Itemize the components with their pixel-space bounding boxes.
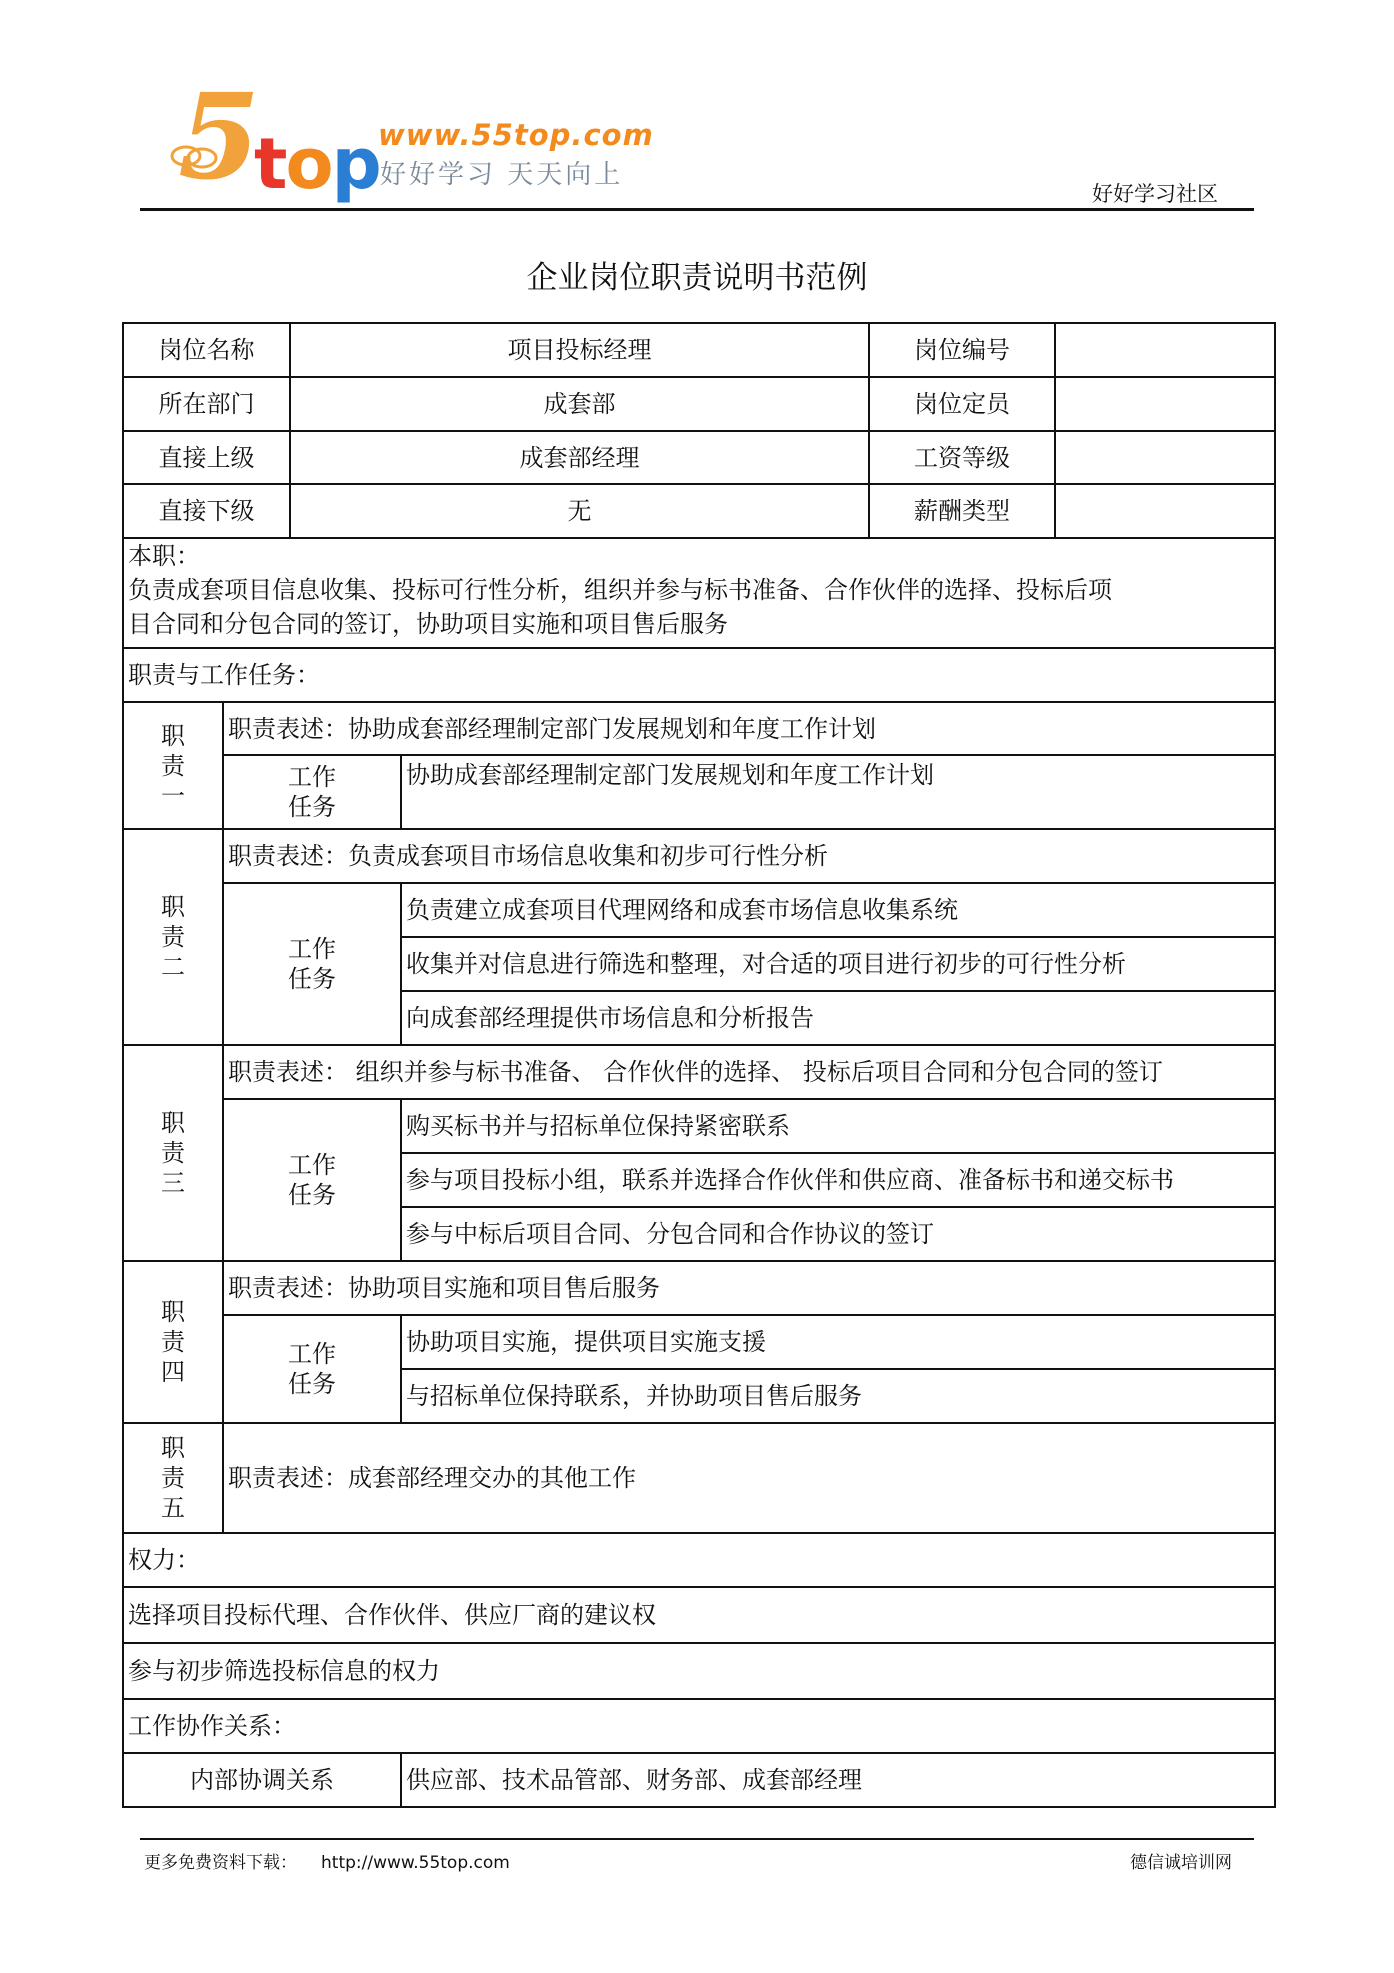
- relations-heading-row: [123, 1699, 1275, 1753]
- summary-line: 负责成套项目信息收集、投标可行性分析，组织并参与标书准备、合作伙伴的选择、投标后项: [128, 576, 1112, 604]
- info-label: 直接下级: [123, 484, 290, 538]
- internal-relations-label: 内部协调关系: [123, 1753, 401, 1807]
- site-logo[interactable]: [168, 67, 654, 206]
- duty-task-row: [123, 883, 1275, 937]
- summary-row: [123, 538, 1275, 648]
- info-label: 直接上级: [123, 431, 290, 484]
- logo-wordmark: top: [254, 123, 380, 205]
- duty-task-row: [123, 1099, 1275, 1153]
- community-label: 好好学习社区: [1092, 182, 1218, 206]
- info-label: 薪酬类型: [869, 484, 1055, 538]
- task-item: 向成套部经理提供市场信息和分析报告: [401, 991, 1275, 1045]
- duty-statement: 职责表述：协助成套部经理制定部门发展规划和年度工作计划: [223, 702, 1275, 755]
- info-label: 岗位定员: [869, 377, 1055, 431]
- task-item: 协助成套部经理制定部门发展规划和年度工作计划: [401, 755, 1275, 829]
- duty-name: 职 责 二: [123, 829, 223, 1045]
- duty-statement-row: [123, 1423, 1275, 1533]
- logo-url[interactable]: www.55top.com: [378, 118, 654, 152]
- header-divider: [140, 208, 1254, 211]
- duty-statement-row: [123, 1045, 1275, 1099]
- document-title: 企业岗位职责说明书范例: [526, 260, 868, 296]
- duty-statement: 职责表述：成套部经理交办的其他工作: [223, 1423, 1275, 1533]
- task-label: 工作 任务: [223, 755, 401, 829]
- info-label: 所在部门: [123, 377, 290, 431]
- duty-statement: 职责表述：负责成套项目市场信息收集和初步可行性分析: [223, 829, 1275, 883]
- powers-heading-row: [123, 1533, 1275, 1587]
- summary-line: 目合同和分包合同的签订，协助项目实施和项目售后服务: [128, 610, 728, 638]
- powers-heading: 权力：: [123, 1533, 1275, 1587]
- summary-cell: [123, 538, 1275, 648]
- logo-five: 5: [178, 67, 261, 206]
- info-value: [1055, 431, 1275, 484]
- info-label: 岗位名称: [123, 323, 290, 377]
- task-item: 购买标书并与招标单位保持紧密联系: [401, 1099, 1275, 1153]
- task-item: 与招标单位保持联系，并协助项目售后服务: [401, 1369, 1275, 1423]
- footer-site-name: 德信诚培训网: [1130, 1853, 1232, 1873]
- info-row: [123, 377, 1275, 431]
- power-item: 选择项目投标代理、合作伙伴、供应厂商的建议权: [123, 1587, 1275, 1643]
- job-description-table: [122, 322, 1276, 1808]
- task-label: 工作 任务: [223, 1099, 401, 1261]
- relations-heading: 工作协作关系：: [123, 1699, 1275, 1753]
- footer-download: [144, 1848, 510, 1873]
- task-item: 参与中标后项目合同、分包合同和合作协议的签订: [401, 1207, 1275, 1261]
- footer-link[interactable]: http://www.55top.com: [321, 1853, 510, 1873]
- duty-name: 职 责 一: [123, 702, 223, 829]
- info-row: [123, 484, 1275, 538]
- duty-name: 职 责 五: [123, 1423, 223, 1533]
- info-value: 成套部: [290, 377, 869, 431]
- info-label: 工资等级: [869, 431, 1055, 484]
- task-item: 负责建立成套项目代理网络和成套市场信息收集系统: [401, 883, 1275, 937]
- logo-slogan: 好好学习 天天向上: [380, 160, 624, 190]
- power-row: [123, 1587, 1275, 1643]
- duty-task-row: [123, 755, 1275, 829]
- task-item: 协助项目实施，提供项目实施支援: [401, 1315, 1275, 1369]
- info-label: 岗位编号: [869, 323, 1055, 377]
- info-value: 成套部经理: [290, 431, 869, 484]
- info-row: [123, 431, 1275, 484]
- duty-statement-row: [123, 829, 1275, 883]
- internal-relations-value: 供应部、技术品管部、财务部、成套部经理: [401, 1753, 1275, 1807]
- info-value: [1055, 323, 1275, 377]
- duty-name: 职 责 三: [123, 1045, 223, 1261]
- duty-task-row: [123, 1315, 1275, 1369]
- duty-statement: 职责表述： 组织并参与标书准备、 合作伙伴的选择、 投标后项目合同和分包合同的签订: [223, 1045, 1275, 1099]
- task-label: 工作 任务: [223, 1315, 401, 1423]
- duty-name: 职 责 四: [123, 1261, 223, 1423]
- relations-row: [123, 1753, 1275, 1807]
- info-value: [1055, 377, 1275, 431]
- footer-download-label: 更多免费资料下载：: [144, 1853, 297, 1873]
- footer-divider: [140, 1838, 1254, 1840]
- duty-statement-row: [123, 1261, 1275, 1315]
- task-item: 参与项目投标小组，联系并选择合作伙伴和供应商、准备标书和递交标书: [401, 1153, 1275, 1207]
- power-item: 参与初步筛选投标信息的权力: [123, 1643, 1275, 1699]
- summary-label: 本职：: [128, 542, 200, 570]
- duties-heading: 职责与工作任务：: [123, 648, 1275, 702]
- duty-statement: 职责表述：协助项目实施和项目售后服务: [223, 1261, 1275, 1315]
- task-item: 收集并对信息进行筛选和整理，对合适的项目进行初步的可行性分析: [401, 937, 1275, 991]
- task-label: 工作 任务: [223, 883, 401, 1045]
- info-value: [1055, 484, 1275, 538]
- duty-statement-row: [123, 702, 1275, 755]
- duties-heading-row: [123, 648, 1275, 702]
- power-row: [123, 1643, 1275, 1699]
- info-row: [123, 323, 1275, 377]
- info-value: 无: [290, 484, 869, 538]
- info-value: 项目投标经理: [290, 323, 869, 377]
